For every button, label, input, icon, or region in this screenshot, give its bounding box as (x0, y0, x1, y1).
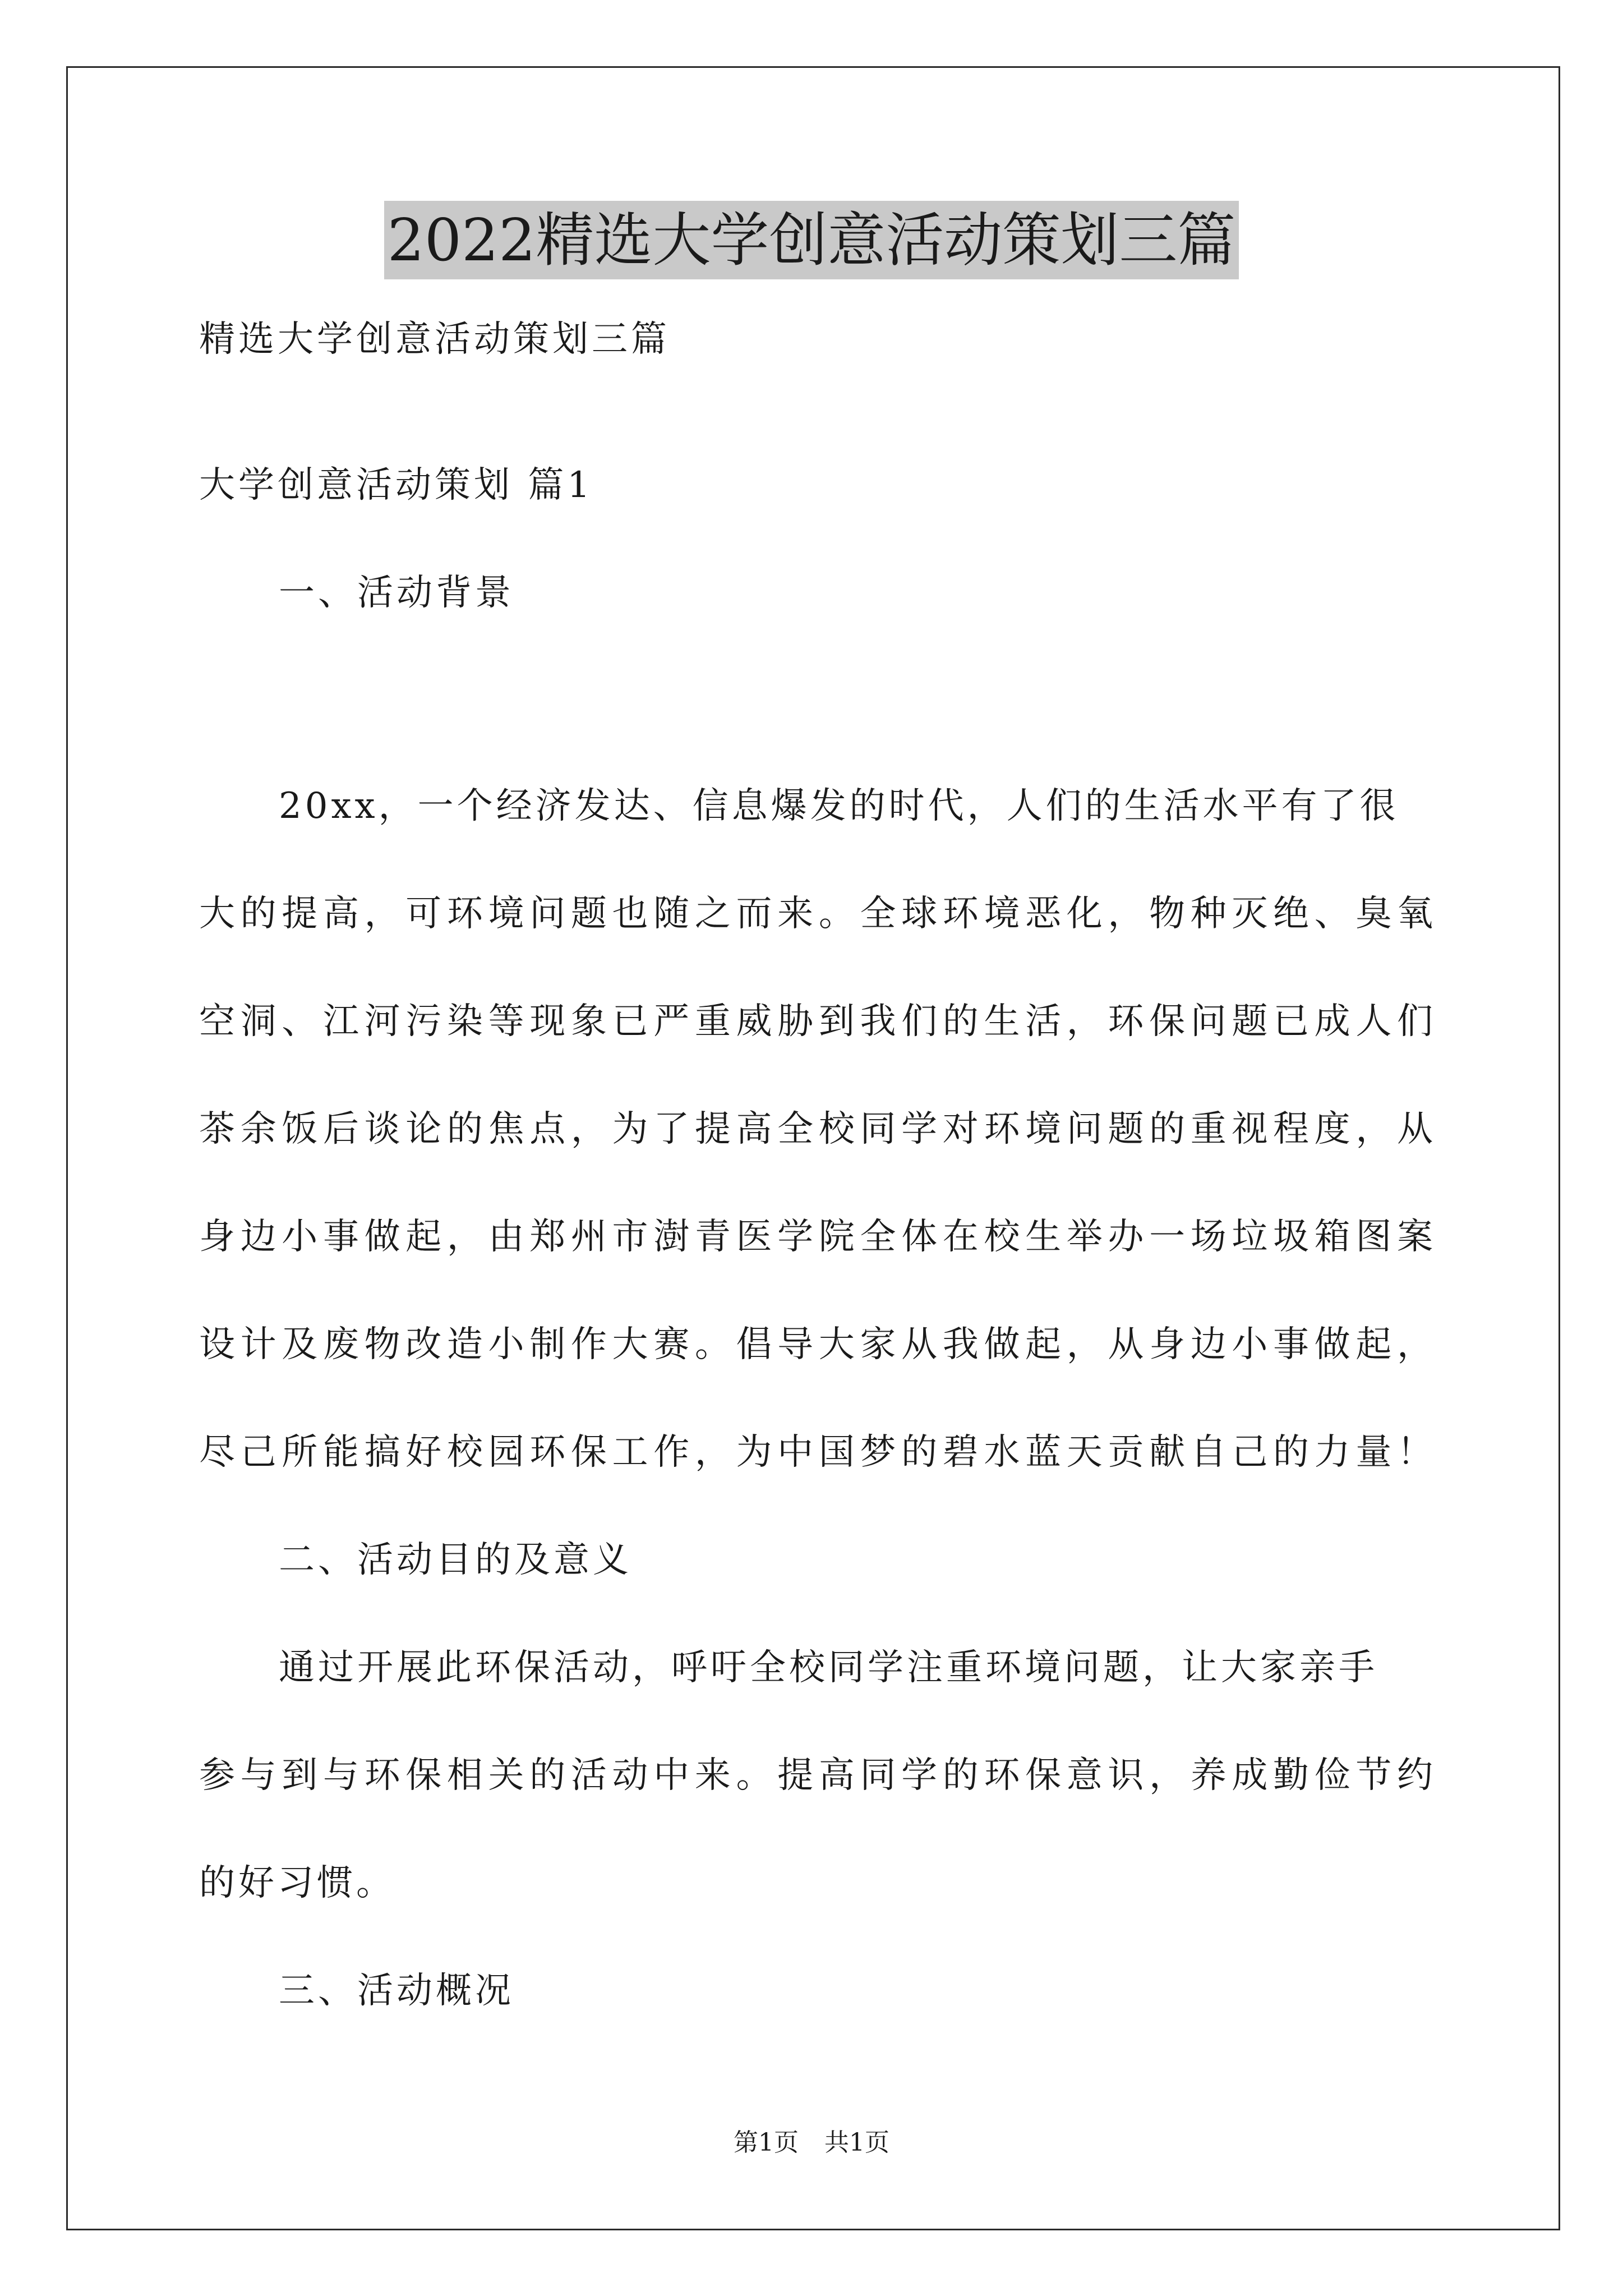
heading-overview: 三、活动概况 (279, 1970, 514, 2012)
document-title: 2022精选大学创意活动策划三篇 (384, 201, 1239, 279)
page-total: 共1页 (824, 2128, 889, 2157)
paragraph-line: 空洞、江河污染等现象已严重威胁到我们的生活，环保问题已成人们 (199, 1001, 1433, 1042)
paragraph-line: 通过开展此环保活动，呼吁全校同学注重环境问题，让大家亲手 (279, 1647, 1378, 1688)
paragraph-line: 参与到与环保相关的活动中来。提高同学的环保意识，养成勤俭节约 (199, 1755, 1433, 1796)
paragraph-line: 设计及废物改造小制作大赛。倡导大家从我做起，从身边小事做起， (199, 1324, 1433, 1365)
paragraph-line: 身边小事做起，由郑州市澍青医学院全体在校生举办一场垃圾箱图案 (199, 1216, 1433, 1258)
paragraph-line: 20xx，一个经济发达、信息爆发的时代，人们的生活水平有了很 (279, 785, 1399, 827)
title-container (0, 201, 1623, 279)
page-footer (0, 2126, 1623, 2160)
page-number: 第1页 (734, 2128, 799, 2157)
paragraph-line: 尽己所能搞好校园环保工作，为中国梦的碧水蓝天贡献自己的力量！ (199, 1432, 1433, 1473)
heading-purpose: 二、活动目的及意义 (279, 1539, 632, 1581)
paragraph-line: 大的提高，可环境问题也随之而来。全球环境恶化，物种灭绝、臭氧 (199, 893, 1433, 935)
section-heading: 大学创意活动策划 篇1 (199, 464, 594, 506)
document-subtitle: 精选大学创意活动策划三篇 (199, 319, 670, 360)
heading-activity-background: 一、活动背景 (279, 572, 514, 614)
paragraph-line: 的好习惯。 (199, 1862, 395, 1904)
paragraph-line: 茶余饭后谈论的焦点，为了提高全校同学对环境问题的重视程度，从 (199, 1108, 1433, 1150)
